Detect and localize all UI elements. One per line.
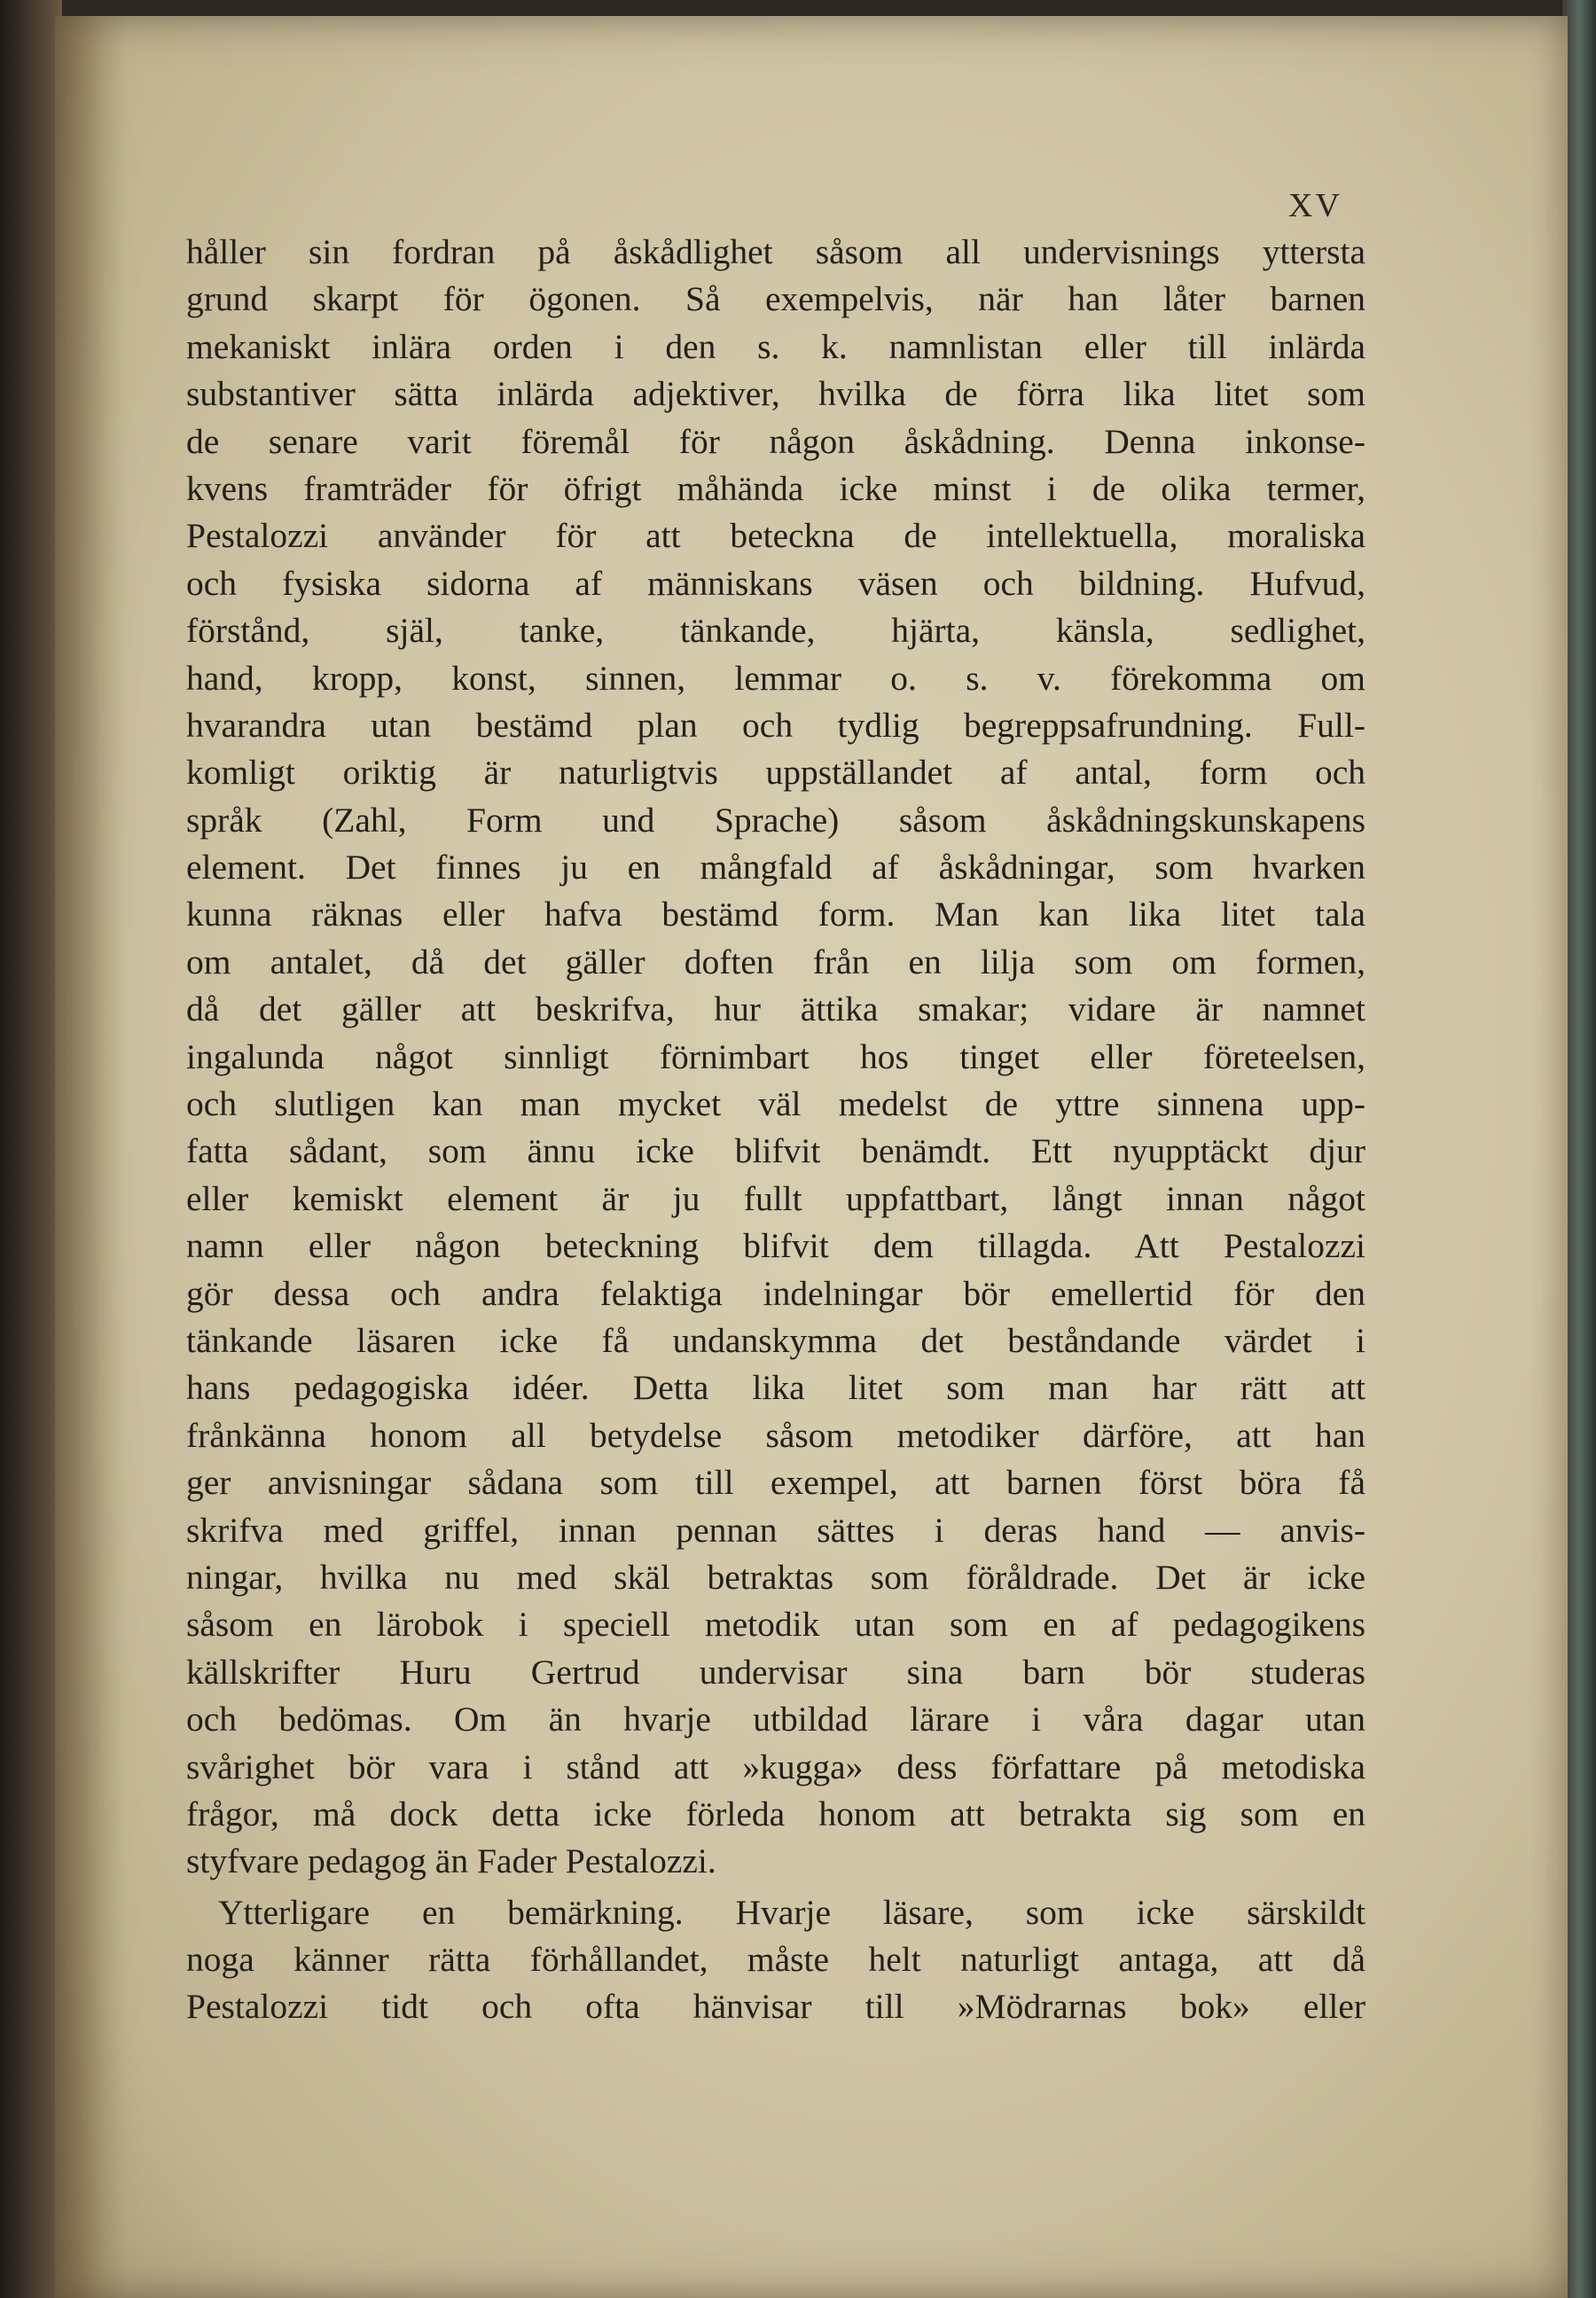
text-line: komligt oriktig är naturligtvis uppställandet af antal, form och bbox=[186, 753, 1365, 793]
page-gutter-shadow bbox=[55, 16, 126, 2298]
text-line: de senare varit föremål för någon åskådning. Denna inkonse- bbox=[186, 421, 1365, 461]
text-line: hans pedagogiska idéer. Detta lika litet som man har rätt att bbox=[186, 1368, 1365, 1408]
text-line: och fysiska sidorna af människans väsen och bildning. Hufvud, bbox=[186, 563, 1365, 603]
text-line: element. Det finnes ju en mångfald af åskådningar, som hvarken bbox=[186, 848, 1365, 887]
text-line: förstånd, själ, tanke, tänkande, hjärta, känsla, sedlighet, bbox=[186, 611, 1365, 651]
text-line: och bedömas. Om än hvarje utbildad lärare i våra dagar utan bbox=[186, 1700, 1365, 1739]
text-line: kunna räknas eller hafva bestämd form. Man kan lika litet tala bbox=[186, 895, 1365, 934]
text-line: ger anvisningar sådana som till exempel, att barnen först böra få bbox=[186, 1463, 1365, 1503]
text-line: håller sin fordran på åskådlighet såsom all undervisnings yttersta bbox=[186, 232, 1365, 271]
text-line: om antalet, då det gäller doften från en lilja som om formen, bbox=[186, 942, 1365, 981]
text-line: hvarandra utan bestämd plan och tydlig begreppsafrundning. Full- bbox=[186, 705, 1365, 745]
text-line: fatta sådant, som ännu icke blifvit benämdt. Ett nyupptäckt djur bbox=[186, 1131, 1365, 1171]
text-line: namn eller någon beteckning blifvit dem tillagda. Att Pestalozzi bbox=[186, 1226, 1365, 1266]
text-line: gör dessa och andra felaktiga indelningar bör emellertid för den bbox=[186, 1273, 1365, 1313]
text-line: då det gäller att beskrifva, hur ättika smakar; vidare är namnet bbox=[186, 989, 1365, 1029]
text-line: mekaniskt inlära orden i den s. k. namnlistan eller till inlärda bbox=[186, 326, 1365, 366]
text-line: såsom en lärobok i speciell metodik utan som en af pedagogikens bbox=[186, 1605, 1365, 1645]
text-line: ingalunda något sinnligt förnimbart hos tinget eller företeelsen, bbox=[186, 1036, 1365, 1076]
text-line: noga känner rätta förhållandet, måste helt naturligt antaga, att då bbox=[186, 1940, 1365, 1980]
text-line: eller kemiskt element är ju fullt uppfattbart, långt innan något bbox=[186, 1178, 1365, 1218]
text-line: ningar, hvilka nu med skäl betraktas som föråldrade. Det är icke bbox=[186, 1557, 1365, 1597]
text-line: Pestalozzi använder för att beteckna de intellektuella, moraliska bbox=[186, 516, 1365, 556]
text-line: grund skarpt för ögonen. Så exempelvis, när han låter barnen bbox=[186, 279, 1365, 319]
book-board-left bbox=[0, 0, 62, 2298]
text-line: frånkänna honom all betydelse såsom metodiker därföre, att han bbox=[186, 1415, 1365, 1455]
text-line: tänkande läsaren icke få undanskymma det beståndande värdet i bbox=[186, 1320, 1365, 1360]
text-line: Ytterligare en bemärkning. Hvarje läsare, som icke särskildt bbox=[218, 1892, 1365, 1932]
text-line: språk (Zahl, Form und Sprache) såsom åskådningskunskapens bbox=[186, 800, 1365, 840]
text-line: källskrifter Huru Gertrud undervisar sina barn bör studeras bbox=[186, 1652, 1365, 1692]
text-line: svårighet bör vara i stånd att »kugga» dess författare på metodiska bbox=[186, 1747, 1365, 1786]
text-line: frågor, må dock detta icke förleda honom att betrakta sig som en bbox=[186, 1794, 1365, 1833]
text-line: substantiver sätta inlärda adjektiver, hvilka de förra lika litet som bbox=[186, 374, 1365, 414]
text-line: styfvare pedagog än Fader Pestalozzi. bbox=[186, 1841, 716, 1881]
text-line: och slutligen kan man mycket väl medelst de yttre sinnena upp- bbox=[186, 1084, 1365, 1124]
text-line: kvens framträder för öfrigt måhända icke minst i de olika termer, bbox=[186, 468, 1365, 508]
page-body-text bbox=[186, 229, 1365, 2031]
text-line: hand, kropp, konst, sinnen, lemmar o. s. v. förekomma om bbox=[186, 658, 1365, 698]
text-line: Pestalozzi tidt och ofta hänvisar till »Mödrarnas bok» eller bbox=[186, 1987, 1365, 2027]
text-line: skrifva med griffel, innan pennan sättes i deras hand — anvis- bbox=[186, 1510, 1365, 1550]
page-number: XV bbox=[1288, 187, 1342, 224]
